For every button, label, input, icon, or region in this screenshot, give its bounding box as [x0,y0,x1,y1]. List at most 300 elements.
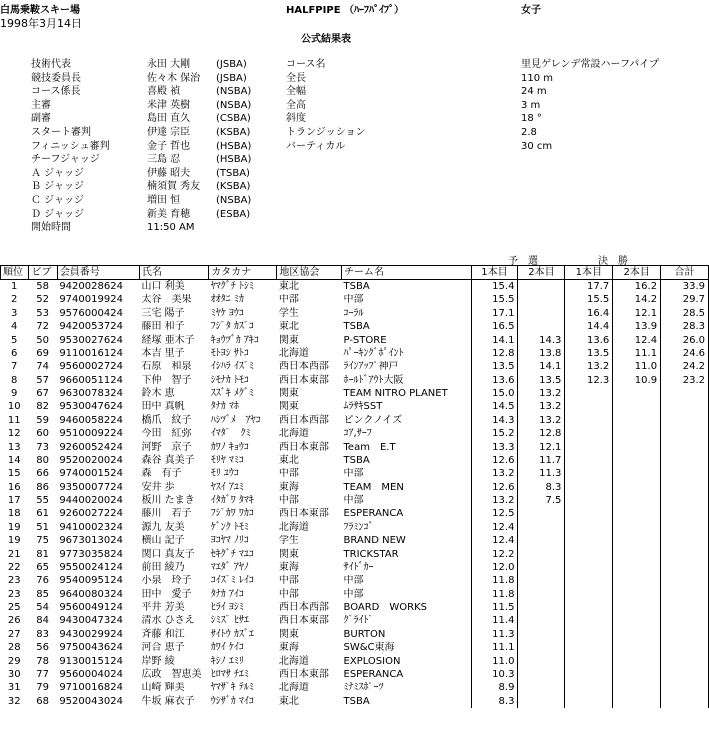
cell-qual-run1: 8.9 [471,682,518,695]
table-row [1,481,709,494]
cell-total [661,575,709,588]
table-row [1,695,709,708]
cell-total [661,387,709,400]
official-org: (ESBA) [216,208,251,220]
cell-member-no: 9260052424 [59,441,123,453]
official-org: (KSBA) [216,127,251,138]
cell-member-no: 9560004024 [59,668,123,680]
col-header-bib: ビブ [29,266,57,280]
category-label: 女子 [521,5,541,16]
cell-team: ｺｱ,ｻｰﾌ [343,428,372,440]
cell-qual-run1: 13.2 [471,494,518,507]
results-header-row [1,266,709,280]
cell-bib: 85 [36,588,49,600]
cell-final-run2: 16.2 [613,280,661,294]
table-row [1,494,709,507]
official-role: Ａ ジャッジ [31,167,84,179]
official-role: コース係長 [31,86,81,98]
cell-team: ｺｰﾗﾙ [343,307,364,319]
cell-qual-run2 [518,280,565,294]
col-header-name: 氏名 [139,266,208,280]
cell-kana: ﾓﾘﾔ ﾏﾐｺ [210,454,244,466]
cell-qual-run1: 11.0 [471,655,518,668]
cell-bib: 83 [36,628,49,640]
cell-qual-run2: 13.2 [518,387,565,400]
cell-final-run2 [613,575,661,588]
table-row [1,601,709,614]
cell-total [661,414,709,427]
table-row [1,588,709,601]
cell-rank: 16 [7,481,21,493]
table-row [1,642,709,655]
cell-final-run1 [565,521,613,534]
cell-qual-run1: 12.4 [471,535,518,548]
cell-name: 三宅 陽子 [141,307,185,319]
cell-bib: 65 [36,561,49,573]
cell-qual-run1: 12.4 [471,521,518,534]
cell-qual-run1: 12.6 [471,454,518,467]
cell-region: 西日本西部 [278,361,329,373]
cell-name: 石原 和泉 [141,361,192,373]
cell-final-run2 [613,548,661,561]
cell-rank: 12 [7,428,21,440]
course-label: 斜度 [286,113,306,125]
cell-final-run1: 13.6 [565,334,613,347]
cell-qual-run1: 12.6 [471,481,518,494]
course-label: 全高 [286,99,306,111]
course-value: 110 m [521,72,554,84]
cell-kana: ｼﾓﾅｶ ﾄﾓｺ [210,374,249,386]
official-role: 開始時間 [31,222,71,234]
cell-team: ﾎｰﾙﾄﾞｱｳﾄ大阪 [343,374,404,386]
cell-qual-run2: 12.1 [518,441,565,454]
cell-kana: ﾊｼﾂﾞﾒ ｱﾔｺ [210,414,261,426]
cell-kana: ﾌｼﾞｶﾜ ﾜｶｺ [210,508,254,520]
table-row [1,280,709,294]
cell-name: 清水 ひさえ [141,615,195,627]
results-table [0,265,709,708]
cell-final-run1 [565,561,613,574]
cell-member-no: 9440020024 [59,495,123,507]
official-role: スタート審判 [31,127,91,138]
course-label: コース名 [286,59,326,70]
cell-region: 西日本東部 [278,615,329,627]
cell-team: 中部 [343,468,364,480]
cell-total [661,655,709,668]
official-name: 伊達 宗臣 [147,127,191,138]
cell-bib: 77 [36,668,49,680]
col-header-member-no: 会員番号 [57,266,139,280]
cell-bib: 78 [36,655,49,667]
cell-qual-run1: 15.4 [471,280,518,294]
cell-qual-run1: 10.3 [471,668,518,681]
cell-name: 小泉 玲子 [141,575,192,587]
cell-member-no: 9673013024 [59,535,123,547]
course-value: 3 m [521,99,541,111]
cell-region: 東北 [278,454,299,466]
cell-qual-run2: 14.3 [518,334,565,347]
cell-name: 経塚 亜木子 [141,334,195,346]
cell-team: BRAND NEW [343,535,406,547]
cell-qual-run1: 11.4 [471,615,518,628]
cell-team: SW&C東海 [343,642,395,654]
cell-qual-run2 [518,628,565,641]
table-row [1,374,709,387]
cell-total [661,481,709,494]
table-row [1,321,709,334]
cell-region: 東海 [278,481,299,493]
cell-rank: 23 [7,588,21,600]
cell-name: 田中 愛子 [141,588,192,600]
cell-bib: 81 [36,548,49,560]
cell-total: 24.6 [661,347,709,360]
cell-bib: 79 [36,682,49,694]
cell-kana: ﾓﾘ ﾕｳｺ [210,468,239,480]
cell-total [661,535,709,548]
table-row [1,508,709,521]
cell-bib: 52 [36,294,49,306]
cell-final-run2 [613,535,661,548]
cell-kana: ﾀﾅｶ ｱｲｺ [210,588,244,600]
cell-region: 北海道 [278,428,309,440]
cell-final-run1: 15.5 [565,294,613,307]
cell-kana: ﾋﾛﾏｻ ﾁｴﾐ [210,668,249,680]
cell-name: 河合 恵子 [141,642,185,654]
cell-team: ﾐﾅﾐｽﾎﾟｰﾂ [343,682,384,694]
cell-name: 森谷 真美子 [141,454,195,466]
official-name: 喜殿 禎 [147,86,181,98]
cell-final-run2 [613,642,661,655]
cell-team: ﾊﾟｰｷﾝｸﾞﾎﾟｲﾝﾄ [343,347,404,359]
cell-bib: 60 [36,428,49,440]
cell-bib: 57 [36,374,49,386]
cell-rank: 8 [11,374,18,386]
cell-name: 藤川 若子 [141,508,192,520]
cell-bib: 69 [36,347,49,359]
cell-name: 田中 真帆 [141,401,185,413]
cell-final-run2 [613,401,661,414]
official-role: チーフジャッジ [31,154,100,166]
cell-team: ﾌﾗﾐﾝｺﾞ [343,521,374,533]
cell-rank: 15 [7,468,21,480]
cell-bib: 72 [36,321,49,333]
cell-member-no: 9550024124 [59,561,123,573]
cell-qual-run1: 16.5 [471,321,518,334]
official-name: 島田 直久 [147,113,191,125]
official-name: 三島 忍 [147,154,181,166]
table-row [1,414,709,427]
cell-total [661,642,709,655]
cell-final-run2 [613,428,661,441]
cell-bib: 73 [36,441,49,453]
cell-bib: 80 [36,454,49,466]
cell-team: 中部 [343,588,364,600]
cell-final-run1 [565,682,613,695]
cell-bib: 55 [36,495,49,507]
cell-kana: ﾏｴﾀﾞ ｱﾔﾉ [210,561,249,573]
official-name: 楠須賀 秀友 [147,181,201,193]
cell-final-run1 [565,601,613,614]
cell-bib: 68 [36,695,49,707]
cell-rank: 13 [7,441,21,453]
event-date: 1998年3月14日 [0,17,82,30]
cell-team: TSBA [343,321,370,333]
cell-member-no: 9710016824 [59,682,123,694]
course-value: 里見ゲレンデ常設ハーフパイプ [521,59,659,70]
cell-region: 西日本西部 [278,602,329,614]
cell-member-no: 9510009224 [59,428,123,440]
table-row [1,668,709,681]
cell-final-run2: 10.9 [613,374,661,387]
cell-member-no: 9130015124 [59,655,123,667]
cell-bib: 75 [36,535,49,547]
cell-team: Team E.T [343,441,396,453]
cell-final-run1 [565,401,613,414]
cell-final-run2 [613,682,661,695]
cell-kana: ｾｷｸﾞﾁ ﾏﾕｺ [210,548,254,560]
cell-rank: 29 [7,655,21,667]
official-org: (JSBA) [216,59,247,70]
table-row [1,347,709,360]
cell-member-no: 9530047624 [59,401,123,413]
cell-total [661,682,709,695]
cell-kana: ｹﾞﾝｸ ﾄﾓﾐ [210,521,249,533]
cell-name: 河野 京子 [141,441,192,453]
cell-qual-run2: 13.2 [518,414,565,427]
cell-final-run2: 13.9 [613,321,661,334]
cell-rank: 3 [11,307,18,319]
cell-team: ｸﾞﾗｲﾄﾞ [343,615,374,627]
col-header-rank: 順位 [1,266,29,280]
cell-total: 26.0 [661,334,709,347]
cell-rank: 23 [7,575,21,587]
cell-qual-run2 [518,307,565,320]
cell-qual-run1: 15.0 [471,387,518,400]
cell-bib: 58 [36,281,49,293]
official-org: (KSBA) [216,181,251,193]
cell-final-run1 [565,441,613,454]
cell-bib: 61 [36,508,49,520]
cell-total [661,628,709,641]
cell-qual-run2 [518,601,565,614]
cell-qual-run2 [518,521,565,534]
cell-name: 岸野 綾 [141,655,175,667]
col-header-final-run1: 1本目 [565,266,613,280]
official-org: (NSBA) [216,195,252,206]
cell-rank: 22 [7,561,21,573]
cell-name: 平井 芳美 [141,602,185,614]
cell-total [661,494,709,507]
cell-rank: 2 [11,294,18,306]
table-row [1,535,709,548]
official-name: 米津 英樹 [147,99,191,111]
cell-rank: 31 [7,682,21,694]
cell-region: 北海道 [278,521,309,533]
cell-rank: 17 [7,495,21,507]
cell-final-run2 [613,454,661,467]
col-header-final-run2: 2本目 [613,266,661,280]
cell-qual-run2 [518,548,565,561]
cell-bib: 59 [36,414,49,426]
venue-name: 白馬乗鞍スキー場 [0,5,80,16]
cell-total [661,588,709,601]
cell-kana: ｳｼｻﾞｶ ﾏｲｺ [210,695,254,707]
cell-final-run2 [613,695,661,708]
table-row [1,561,709,574]
cell-final-run2 [613,387,661,400]
cell-team: EXPLOSION [343,655,401,667]
cell-qual-run1: 17.1 [471,307,518,320]
cell-team: 中部 [343,294,364,306]
cell-kana: ｽｽﾞｷ ﾒｸﾞﾐ [210,388,254,400]
table-row [1,334,709,347]
cell-team: ｻｲﾄﾞｶｰ [343,561,374,573]
cell-member-no: 9430029924 [59,628,123,640]
cell-final-run1 [565,628,613,641]
cell-qual-run2 [518,695,565,708]
official-name: 新美 育穂 [147,208,191,220]
cell-kana: ｵｵﾀﾆ ﾐｶ [210,294,244,306]
cell-member-no: 9530027624 [59,334,123,346]
cell-member-no: 9560002724 [59,361,123,373]
cell-total [661,428,709,441]
cell-name: 源九 友美 [141,521,185,533]
cell-region: 東北 [278,281,299,293]
cell-region: 関東 [278,334,299,346]
official-name: 伊藤 昭夫 [147,167,191,179]
table-row [1,548,709,561]
table-row [1,387,709,400]
course-value: 24 m [521,86,547,98]
table-row [1,441,709,454]
cell-qual-run1: 14.3 [471,414,518,427]
official-org: (TSBA) [216,167,250,179]
cell-region: 西日本東部 [278,374,329,386]
cell-final-run2 [613,521,661,534]
cell-rank: 10 [7,401,21,413]
cell-team: TSBA [343,695,370,707]
official-org: (NSBA) [216,99,252,111]
cell-member-no: 9660051124 [59,374,123,386]
cell-final-run1 [565,414,613,427]
cell-rank: 26 [7,615,21,627]
cell-kana: ｲｼﾊﾗ ｲｽﾞﾐ [210,361,254,373]
table-row [1,307,709,320]
cell-member-no: 9560049124 [59,602,123,614]
cell-member-no: 9630078324 [59,388,123,400]
cell-qual-run2 [518,682,565,695]
cell-total [661,508,709,521]
official-role: Ｄ ジャッジ [31,208,84,220]
cell-qual-run2: 11.3 [518,468,565,481]
cell-region: 中部 [278,495,299,507]
cell-region: 中部 [278,294,299,306]
cell-team: BOARD WORKS [343,602,427,614]
cell-name: 鈴木 恵 [141,388,175,400]
cell-kana: ﾌｼﾞﾀ ｶｽﾞｺ [210,321,254,333]
cell-name: 下仲 智子 [141,374,192,386]
cell-region: 学生 [278,535,299,547]
cell-rank: 30 [7,668,21,680]
cell-bib: 66 [36,468,49,480]
col-header-qual-run1: 1本目 [471,266,518,280]
cell-final-run1 [565,454,613,467]
cell-team: BURTON [343,628,386,640]
cell-name: 安井 歩 [141,481,175,493]
cell-member-no: 9420053724 [59,321,123,333]
cell-final-run2 [613,588,661,601]
cell-qual-run1: 14.5 [471,401,518,414]
cell-region: 関東 [278,388,299,400]
cell-final-run1 [565,575,613,588]
cell-bib: 67 [36,388,49,400]
cell-qual-run1: 13.5 [471,361,518,374]
official-org: (NSBA) [216,86,252,98]
cell-member-no: 9540095124 [59,575,123,587]
cell-final-run2: 11.1 [613,347,661,360]
cell-region: 東北 [278,321,299,333]
cell-qual-run2 [518,615,565,628]
cell-team: TRICKSTAR [343,548,399,560]
cell-rank: 28 [7,642,21,654]
cell-kana: ｷｮｳﾂﾞｶ ｱｷｺ [210,334,259,346]
cell-rank: 19 [7,521,21,533]
cell-final-run2 [613,628,661,641]
cell-rank: 27 [7,628,21,640]
official-role: フィニッシュ審判 [31,140,110,152]
cell-qual-run1: 12.8 [471,347,518,360]
cell-final-run1 [565,668,613,681]
cell-kana: ﾔﾏｸﾞﾁ ﾄｼﾐ [210,281,254,293]
cell-total: 23.2 [661,374,709,387]
cell-team: 中部 [343,575,364,587]
cell-rank: 5 [11,334,18,346]
cell-final-run2 [613,561,661,574]
cell-final-run1 [565,588,613,601]
cell-final-run2: 12.1 [613,307,661,320]
cell-kana: ｲﾏﾀﾞ ｸﾐ [210,428,251,440]
cell-rank: 19 [7,535,21,547]
cell-qual-run1: 14.1 [471,334,518,347]
cell-name: 板川 たまき [141,495,195,507]
official-org: (JSBA) [216,72,247,84]
cell-total [661,695,709,708]
cell-final-run1: 13.2 [565,361,613,374]
cell-member-no: 9460058224 [59,414,123,426]
cell-qual-run2 [518,655,565,668]
cell-kana: ｷｼﾉ ｴﾐﾘ [210,655,244,667]
cell-member-no: 9750043624 [59,642,123,654]
cell-member-no: 9576000424 [59,307,123,319]
cell-member-no: 9410002324 [59,521,123,533]
cell-total: 29.7 [661,294,709,307]
cell-total: 33.9 [661,280,709,294]
cell-total [661,454,709,467]
cell-team: TEAM NITRO PLANET [343,388,448,400]
table-row [1,428,709,441]
course-label: 全幅 [286,86,306,98]
course-label: トランジッション [286,127,366,138]
table-row [1,294,709,307]
official-org: (CSBA) [216,113,251,125]
course-label: 全長 [286,72,306,84]
cell-total: 28.5 [661,307,709,320]
table-row [1,628,709,641]
cell-rank: 4 [11,321,18,333]
cell-rank: 7 [11,361,18,373]
cell-qual-run2 [518,642,565,655]
cell-final-run2 [613,601,661,614]
